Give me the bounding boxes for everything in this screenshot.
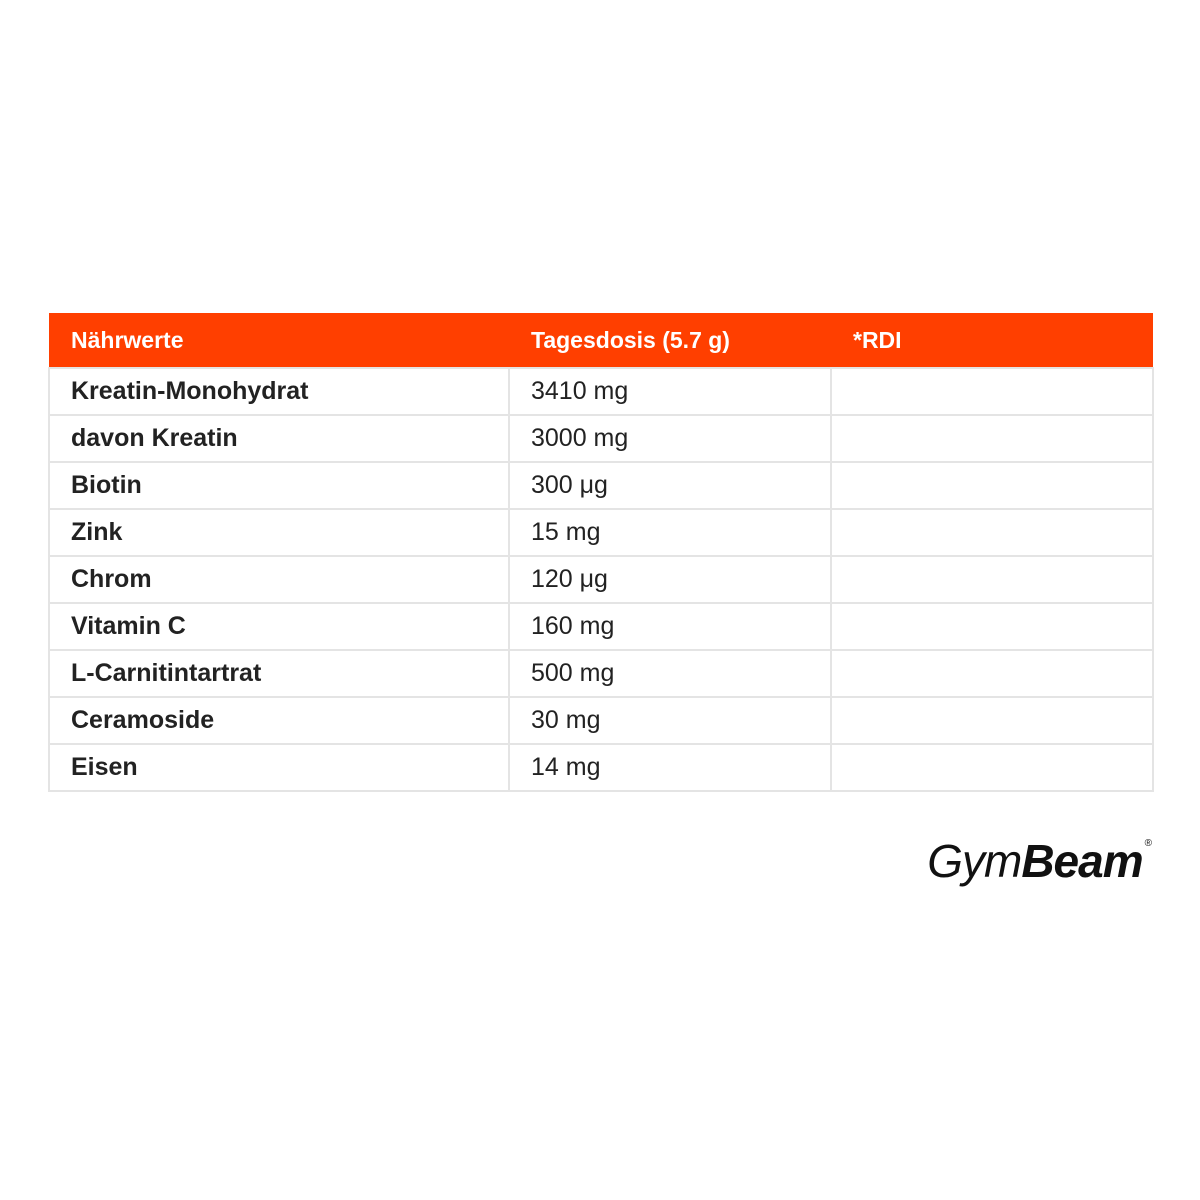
nutrient-rdi bbox=[831, 650, 1153, 697]
table-row bbox=[49, 415, 1153, 462]
nutrient-rdi bbox=[831, 509, 1153, 556]
table-row bbox=[49, 744, 1153, 791]
nutrient-name: Eisen bbox=[49, 744, 509, 791]
table-row bbox=[49, 556, 1153, 603]
table-row bbox=[49, 509, 1153, 556]
nutrient-dose: 160 mg bbox=[509, 603, 831, 650]
table-row bbox=[49, 697, 1153, 744]
nutrient-name: Vitamin C bbox=[49, 603, 509, 650]
registered-mark: ® bbox=[1144, 838, 1152, 849]
table-body bbox=[49, 368, 1153, 791]
nutrient-rdi bbox=[831, 697, 1153, 744]
nutrition-table bbox=[48, 313, 1154, 792]
nutrient-name: Kreatin-Monohydrat bbox=[49, 368, 509, 415]
nutrient-rdi bbox=[831, 556, 1153, 603]
nutrient-name: Zink bbox=[49, 509, 509, 556]
nutrient-dose: 300 μg bbox=[509, 462, 831, 509]
nutrient-rdi bbox=[831, 744, 1153, 791]
table-header bbox=[49, 313, 1153, 368]
nutrient-dose: 15 mg bbox=[509, 509, 831, 556]
nutrient-name: davon Kreatin bbox=[49, 415, 509, 462]
nutrient-dose: 500 mg bbox=[509, 650, 831, 697]
nutrient-dose: 14 mg bbox=[509, 744, 831, 791]
logo-brand-bold: Beam bbox=[1021, 835, 1143, 887]
logo-brand-thin: Gym bbox=[927, 835, 1022, 887]
nutrient-name: Biotin bbox=[49, 462, 509, 509]
logo-wordmark bbox=[927, 832, 1142, 890]
header-row bbox=[49, 313, 1153, 368]
nutrient-dose: 30 mg bbox=[509, 697, 831, 744]
header-rdi: *RDI bbox=[831, 313, 1153, 368]
table-row bbox=[49, 603, 1153, 650]
nutrient-dose: 120 μg bbox=[509, 556, 831, 603]
header-naehrwerte: Nährwerte bbox=[49, 313, 509, 368]
nutrient-rdi bbox=[831, 603, 1153, 650]
nutrient-dose: 3000 mg bbox=[509, 415, 831, 462]
table-row bbox=[49, 368, 1153, 415]
nutrient-name: L-Carnitintartrat bbox=[49, 650, 509, 697]
table-row bbox=[49, 650, 1153, 697]
gymbeam-logo bbox=[927, 832, 1152, 892]
table-row bbox=[49, 462, 1153, 509]
nutrient-rdi bbox=[831, 415, 1153, 462]
header-tagesdosis: Tagesdosis (5.7 g) bbox=[509, 313, 831, 368]
nutrient-name: Chrom bbox=[49, 556, 509, 603]
nutrient-rdi bbox=[831, 368, 1153, 415]
nutrient-dose: 3410 mg bbox=[509, 368, 831, 415]
nutrient-rdi bbox=[831, 462, 1153, 509]
nutrient-name: Ceramoside bbox=[49, 697, 509, 744]
nutrition-table-container bbox=[48, 313, 1152, 792]
